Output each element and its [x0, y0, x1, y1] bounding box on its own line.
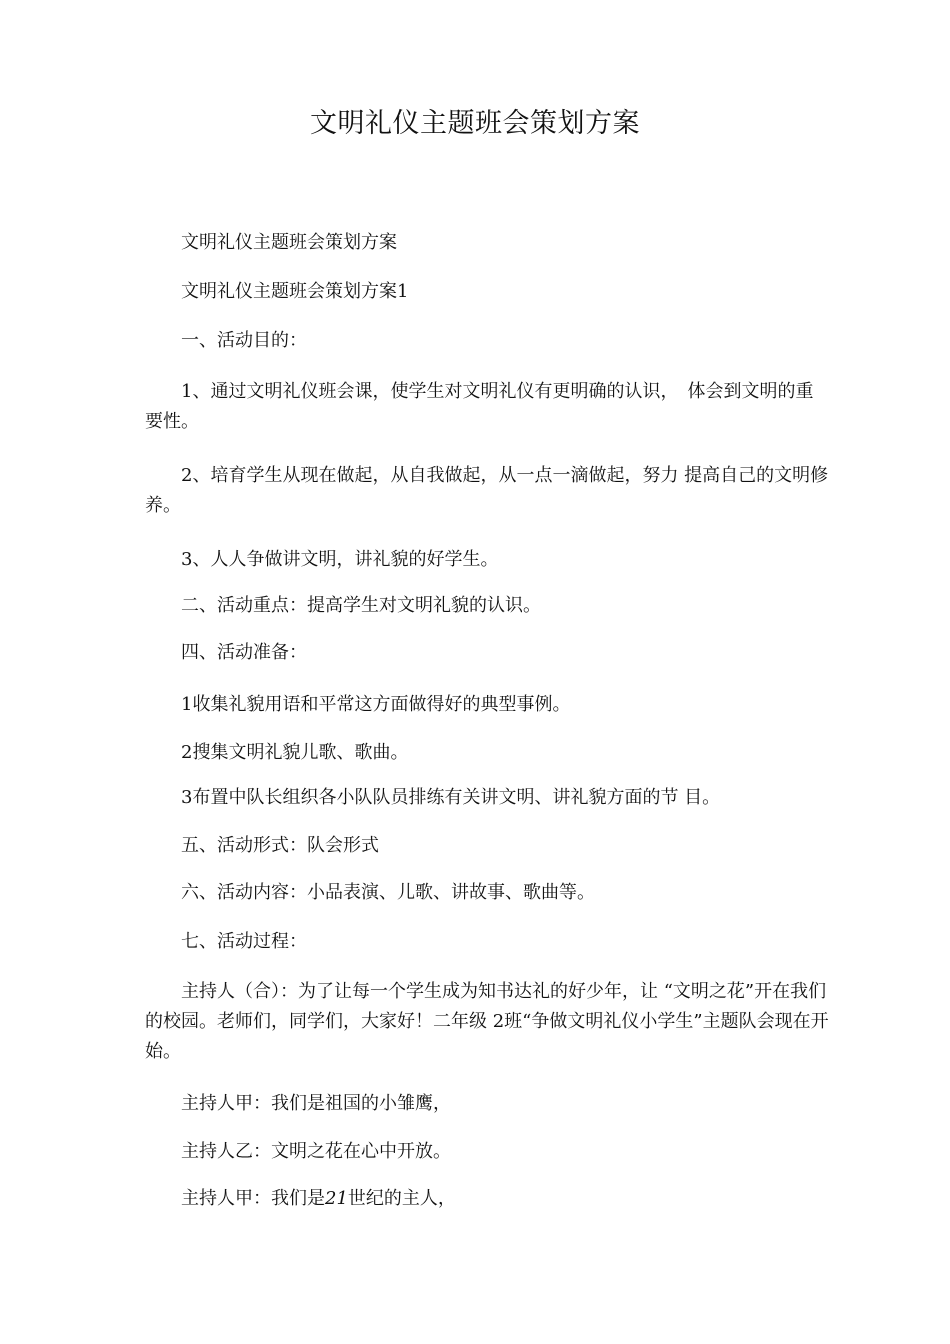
paragraph-section-process: 七、活动过程： [181, 931, 307, 952]
paragraph-plan-1: 文明礼仪主题班会策划方案1 [181, 281, 409, 302]
paragraph-preparation-1: 1收集礼貌用语和平常这方面做得好的典型事例。 [181, 694, 571, 715]
paragraph-heading-repeat: 文明礼仪主题班会策划方案 [181, 232, 397, 253]
paragraph-preparation-2: 2搜集文明礼貌儿歌、歌曲。 [181, 742, 409, 763]
century-number: 21 [325, 1188, 348, 1209]
paragraph-host-b-1: 主持人乙：文明之花在心中开放。 [181, 1141, 451, 1162]
paragraph-host-a-2 [145, 1184, 831, 1214]
paragraph-section-purpose: 一、活动目的： [181, 330, 307, 351]
paragraph-section-preparation: 四、活动准备： [181, 642, 307, 663]
paragraph-purpose-2: 2、培育学生从现在做起，从自我做起，从一点一滴做起，努力 提高自己的文明修养。 [145, 465, 829, 516]
paragraph-section-format: 五、活动形式：队会形式 [181, 835, 379, 856]
document-title: 文明礼仪主题班会策划方案 [310, 108, 640, 139]
paragraph-section-content: 六、活动内容：小品表演、儿歌、讲故事、歌曲等。 [181, 882, 595, 903]
paragraph-purpose-3: 3、人人争做讲文明，讲礼貌的好学生。 [181, 549, 499, 570]
document-body [145, 228, 831, 1214]
paragraph-host-together: 主持人（合）：为了让每一个学生成为知书达礼的好少年，让 “文明之花”开在我们的校园。老师们，同学们，大家好！二年级 2班“争做文明礼仪小学生”主题队会现在开始。 [145, 981, 829, 1062]
paragraph-section-focus: 二、活动重点：提高学生对文明礼貌的认识。 [181, 595, 541, 616]
paragraph-preparation-3: 3布置中队长组织各小队队员排练有关讲文明、讲礼貌方面的节 目。 [181, 787, 721, 808]
host-a-2-suffix: 世纪的主人， [347, 1188, 456, 1209]
host-a-2-prefix: 主持人甲：我们是 [181, 1188, 325, 1209]
paragraph-purpose-1: 1、通过文明礼仪班会课，使学生对文明礼仪有更明确的认识， 体会到文明的重要性。 [145, 381, 814, 432]
paragraph-host-a-1: 主持人甲：我们是祖国的小雏鹰， [181, 1093, 451, 1114]
